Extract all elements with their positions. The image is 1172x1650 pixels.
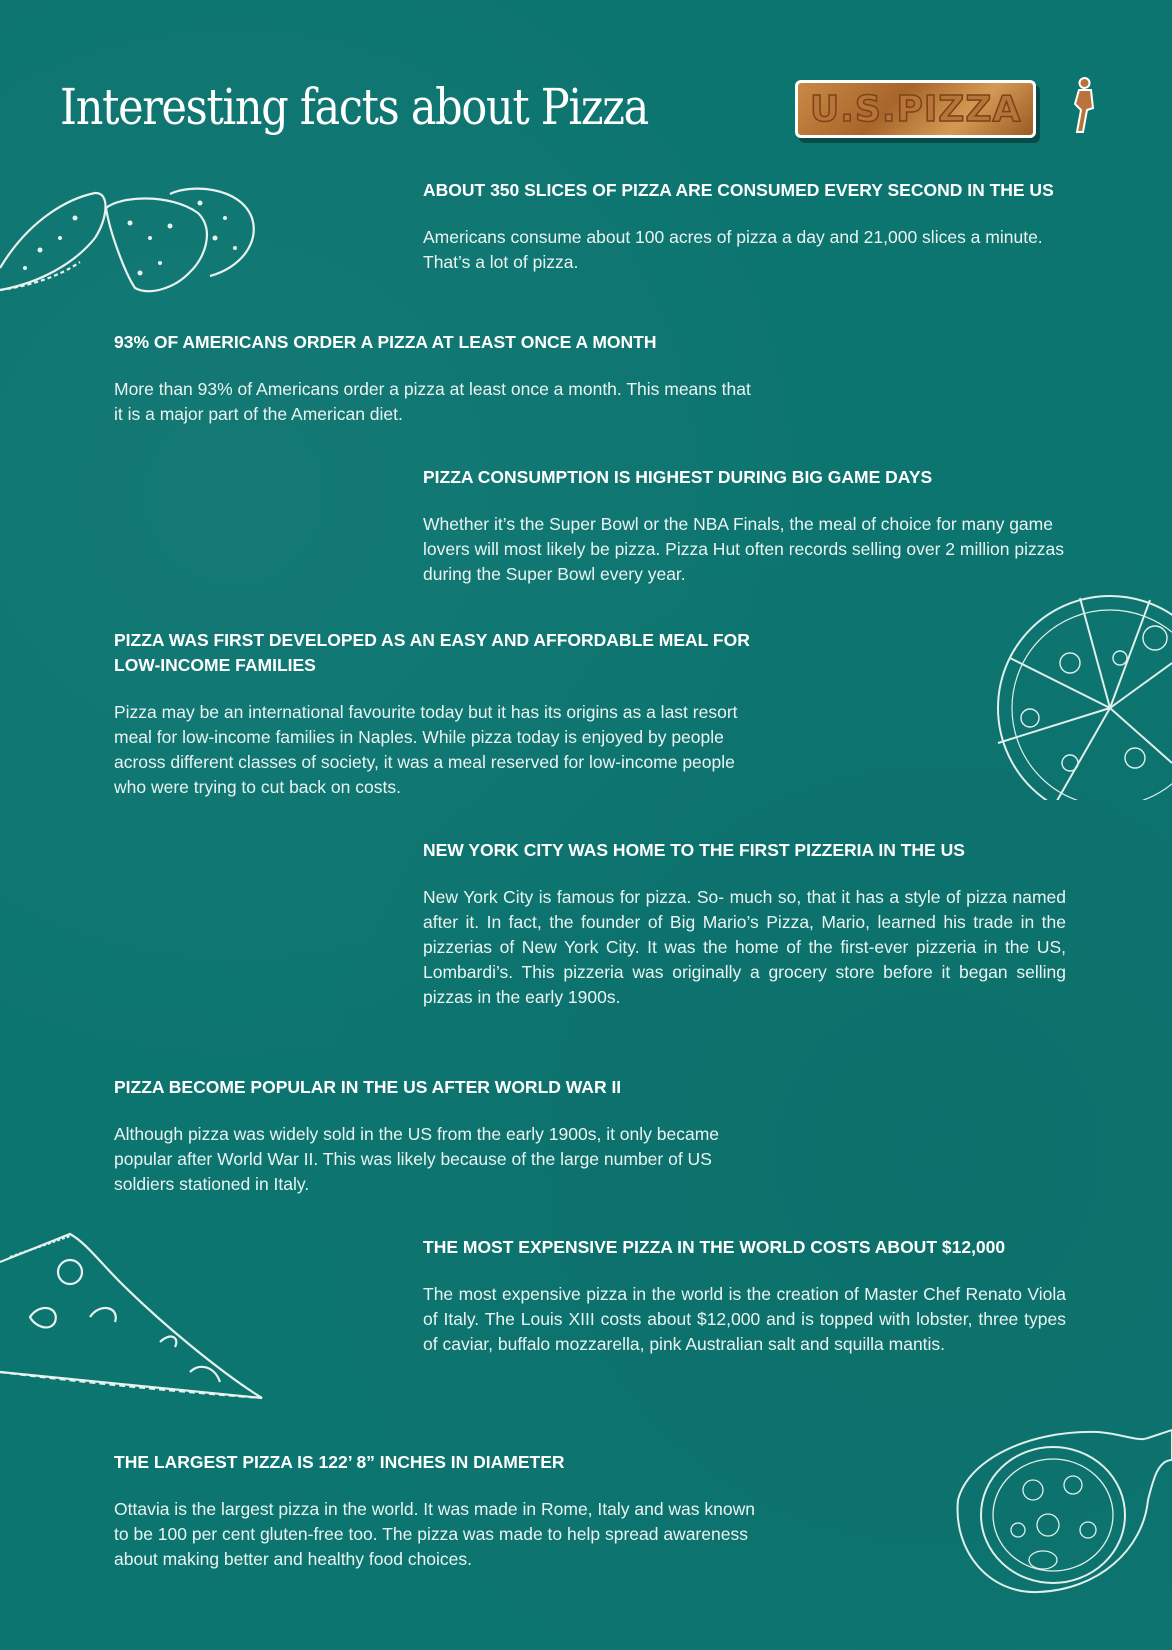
fact-2 bbox=[114, 330, 756, 427]
page-title: Interesting facts about Pizza bbox=[60, 78, 648, 136]
fact-body: Whether it’s the Super Bowl or the NBA Finals, the meal of choice for many game lovers will most likely be pizza. Pizza Hut often records selling over 2 million pizzas during the Super Bowl every year. bbox=[423, 514, 1064, 584]
fact-heading: PIZZA BECOME POPULAR IN THE US AFTER WORLD WAR II bbox=[114, 1077, 622, 1097]
fact-5 bbox=[423, 838, 1066, 1010]
fact-heading: ABOUT 350 SLICES OF PIZZA ARE CONSUMED EVERY SECOND IN THE US bbox=[423, 180, 1054, 200]
fact-4 bbox=[114, 628, 756, 800]
fact-body: Americans consume about 100 acres of pizza a day and 21,000 slices a minute. That’s a lot of pizza. bbox=[423, 227, 1043, 272]
fact-heading: PIZZA CONSUMPTION IS HIGHEST DURING BIG GAME DAYS bbox=[423, 467, 933, 487]
fact-6 bbox=[114, 1075, 756, 1197]
fact-heading: NEW YORK CITY WAS HOME TO THE FIRST PIZZERIA IN THE US bbox=[423, 840, 965, 860]
football-player-icon bbox=[1069, 76, 1097, 136]
pizza-pan-icon bbox=[948, 1420, 1172, 1596]
fact-3 bbox=[423, 465, 1066, 587]
logo-wordmark: U.S.PIZZA bbox=[795, 80, 1036, 138]
fact-body: Pizza may be an international favourite today but it has its origins as a last resort meal for low-income families in Naples. While pizza today is enjoyed by people across different classes of society, it was a meal reserved for low-income people who were trying to cut back on costs. bbox=[114, 702, 738, 797]
pizza-slice-icon bbox=[0, 1222, 264, 1412]
fact-heading: 93% OF AMERICANS ORDER A PIZZA AT LEAST ONCE A MONTH bbox=[114, 332, 657, 352]
fact-7 bbox=[423, 1235, 1066, 1357]
fact-1 bbox=[423, 178, 1066, 275]
pepperoni-slices-icon bbox=[0, 178, 262, 298]
fact-body: Although pizza was widely sold in the US from the early 1900s, it only became popular after World War II. This was likely because of the large number of US soldiers stationed in Italy. bbox=[114, 1124, 720, 1194]
fact-8 bbox=[114, 1450, 756, 1572]
us-pizza-logo bbox=[795, 76, 1107, 142]
whole-pizza-icon bbox=[970, 588, 1172, 800]
fact-heading: THE MOST EXPENSIVE PIZZA IN THE WORLD COSTS ABOUT $12,000 bbox=[423, 1237, 1006, 1257]
fact-body: New York City is famous for pizza. So- much so, that it has a style of pizza named after it. In fact, the founder of Big Mario’s Pizza, Mario, learned his trade in the pizzerias of New York City. It was the home of the first-ever pizzeria in the US, Lombardi’s. This pizzeria was originally a grocery store before it began selling pizzas in the early 1900s. bbox=[423, 887, 1066, 1007]
fact-body: More than 93% of Americans order a pizza at least once a month. This means that it is a major part of the American diet. bbox=[114, 379, 751, 424]
fact-body: Ottavia is the largest pizza in the world. It was made in Rome, Italy and was known to be 100 per cent gluten-free too. The pizza was made to help spread awareness about making better and healthy food choices. bbox=[114, 1499, 755, 1569]
fact-heading: PIZZA WAS FIRST DEVELOPED AS AN EASY AND AFFORDABLE MEAL FOR LOW-INCOME FAMILIES bbox=[114, 630, 750, 675]
fact-heading: THE LARGEST PIZZA IS 122’ 8” INCHES IN DIAMETER bbox=[114, 1452, 565, 1472]
fact-body: The most expensive pizza in the world is the creation of Master Chef Renato Viola of Italy. The Louis XIII costs about $12,000 and is topped with lobster, three types of caviar, buffalo mozzarella, pink Australian salt and squilla mantis. bbox=[423, 1284, 1066, 1354]
